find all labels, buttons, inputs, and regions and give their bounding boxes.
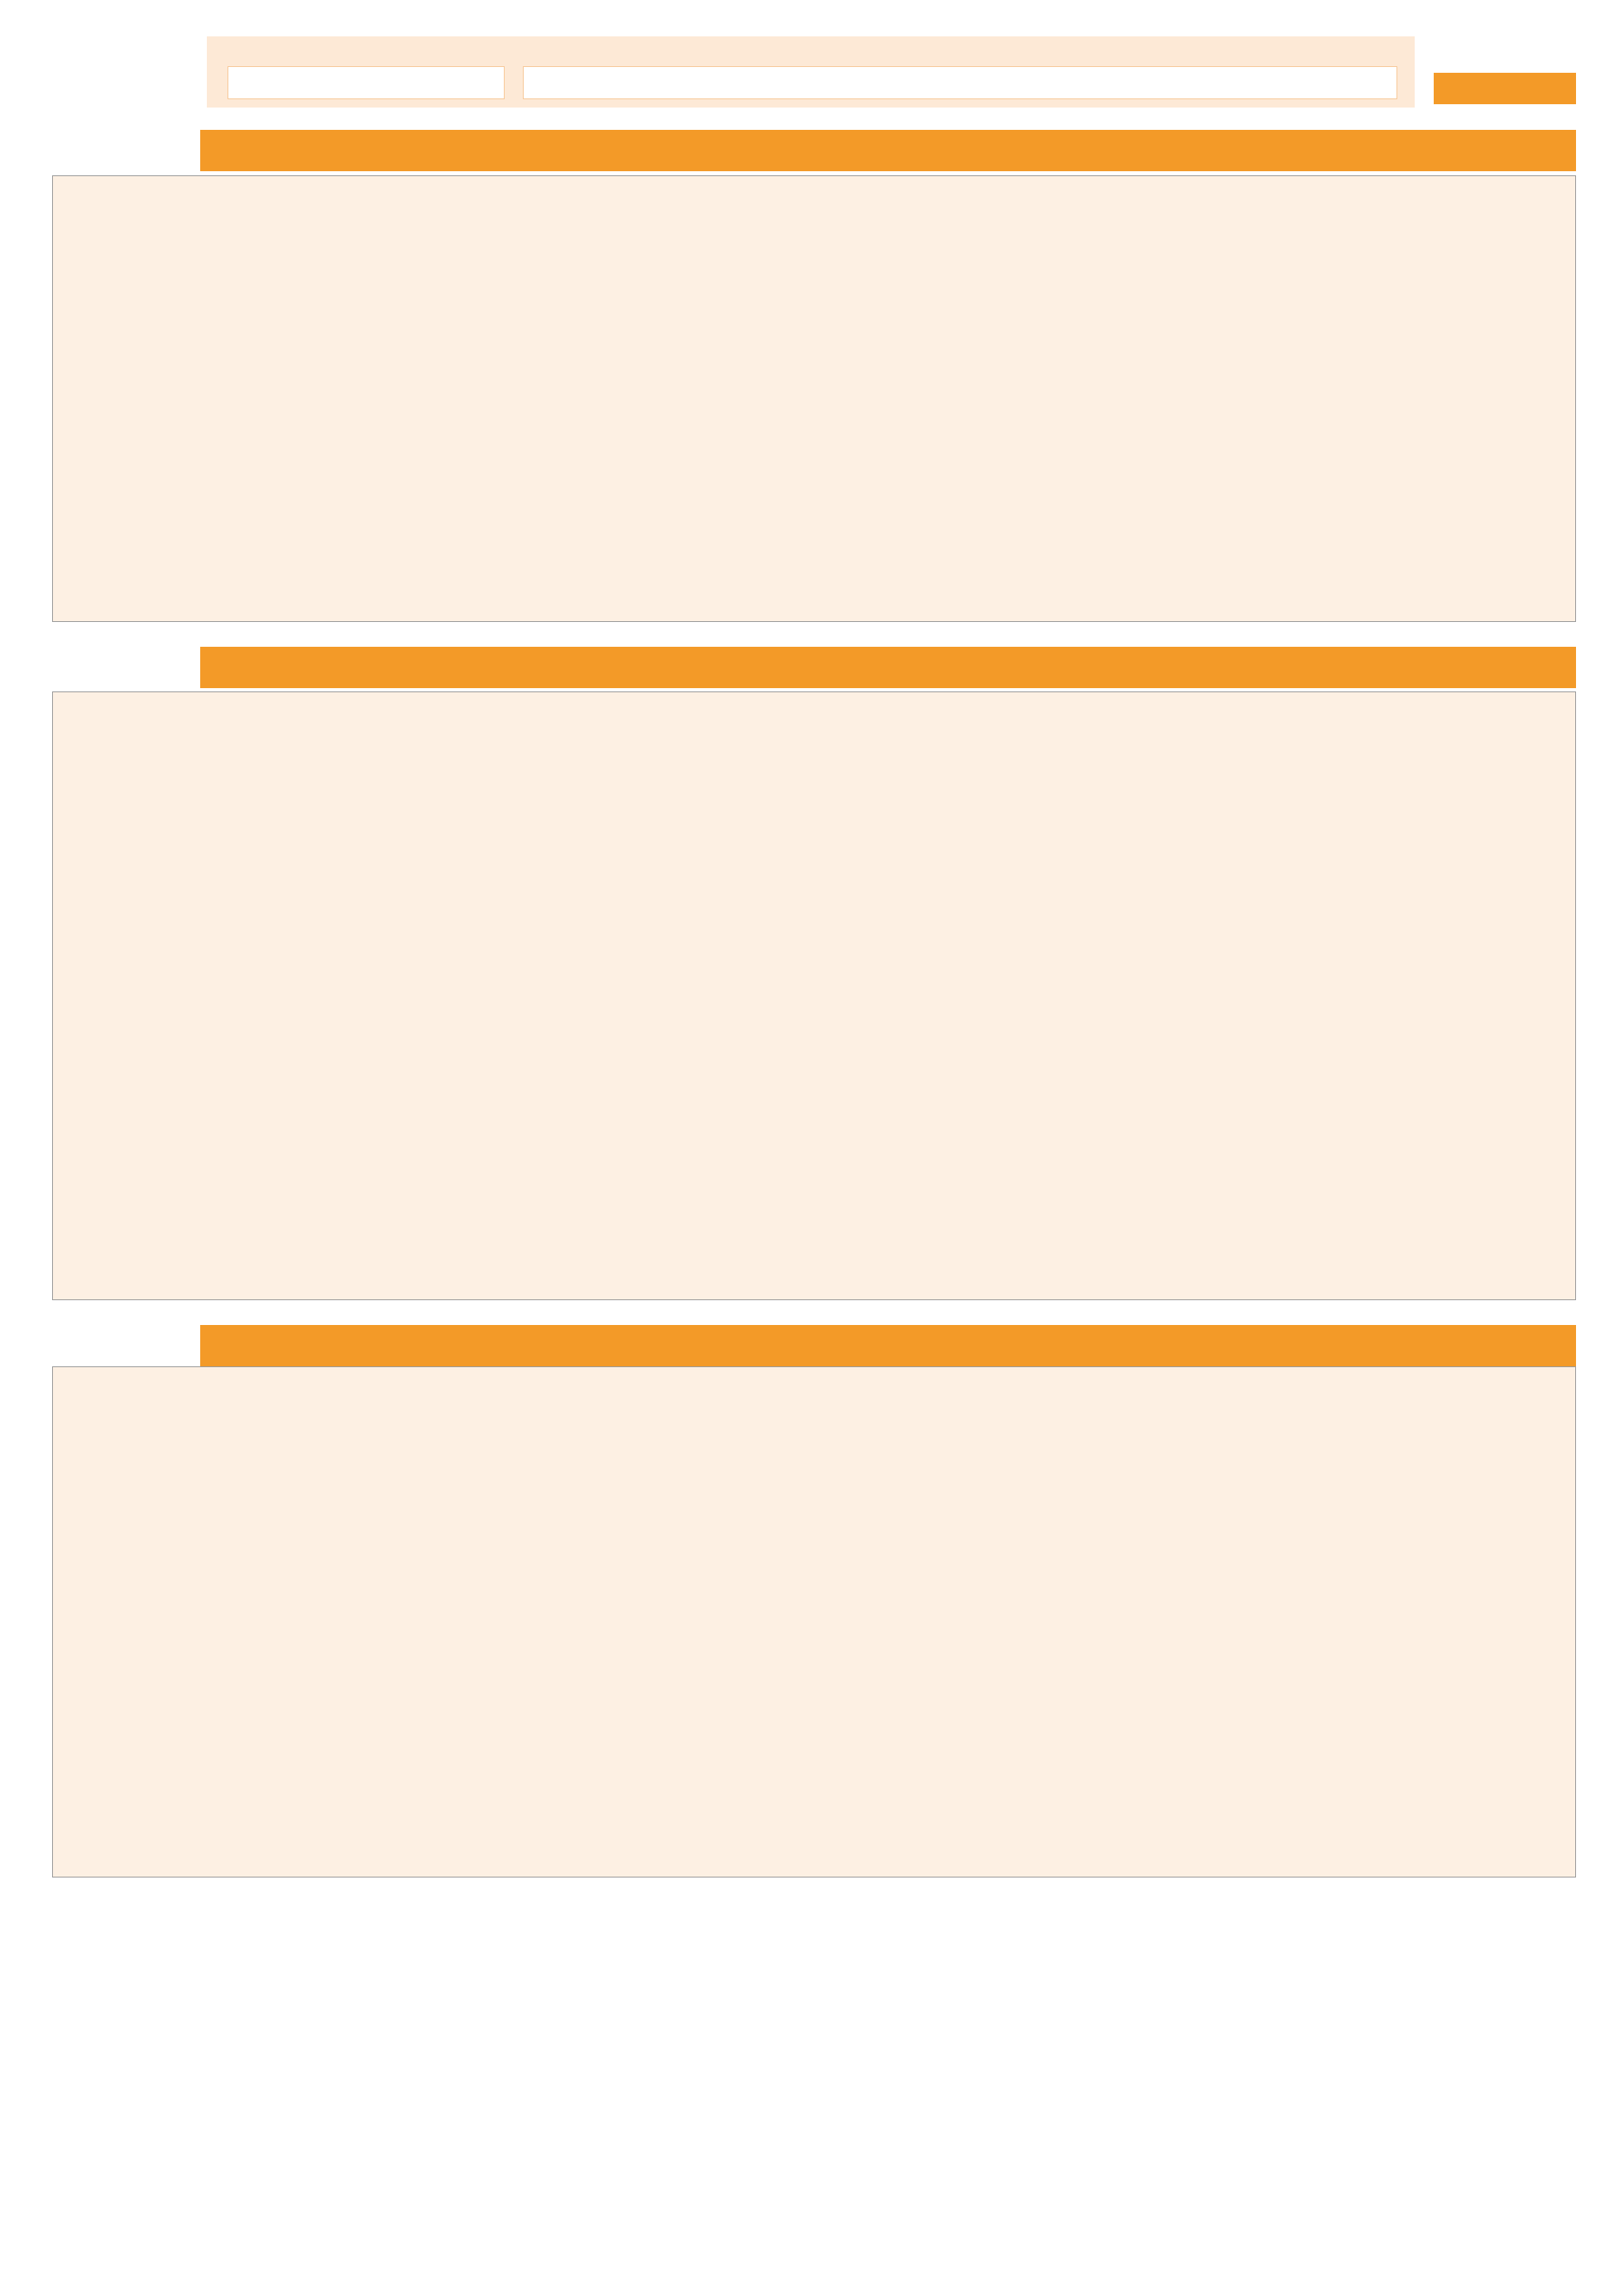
- page-badge: [1434, 73, 1576, 104]
- section3-panel: [52, 1366, 1576, 1877]
- section1-title: [200, 130, 1576, 171]
- section2-panel: [52, 691, 1576, 1300]
- section3-title: [200, 1325, 1576, 1366]
- year-badge: [1434, 36, 1576, 61]
- nif-field[interactable]: [228, 66, 505, 99]
- name-field[interactable]: [523, 66, 1397, 99]
- section1-panel: [52, 175, 1576, 622]
- section2-title: [200, 647, 1576, 688]
